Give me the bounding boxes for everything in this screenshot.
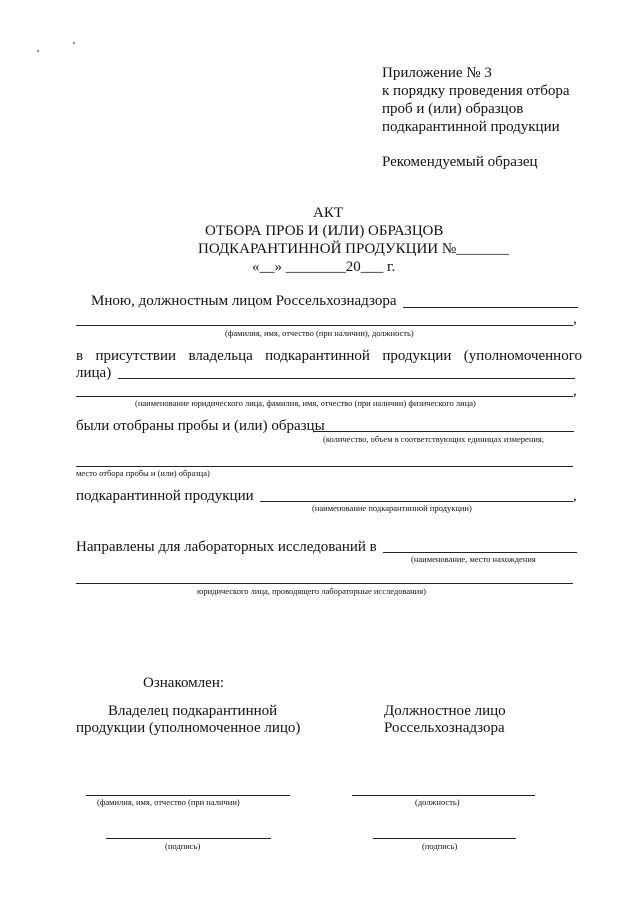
act-subtitle-number: ПОДКАРАНТИННОЙ ПРОДУКЦИИ №_______ <box>198 241 509 257</box>
act-subtitle: ОТБОРА ПРОБ И (ИЛИ) ОБРАЗЦОВ <box>205 223 444 239</box>
presence-text: в присутствии владельца подкарантинной продукции (уполномоченного <box>76 348 582 364</box>
signature-caption: (подпись) <box>422 841 458 851</box>
owner-label-2: продукции (уполномоченное лицо) <box>76 720 301 736</box>
lab-caption-2: юридического лица, проводящего лабораторные исследования) <box>197 586 426 596</box>
product-label: подкарантинной продукции <box>76 488 254 504</box>
appendix-line-3: проб и (или) образцов <box>382 101 524 117</box>
samples-label: были отобраны пробы и (или) образцы <box>76 418 325 434</box>
samples-field-line <box>313 431 574 432</box>
owner-label: Владелец подкарантинной <box>108 703 278 719</box>
scan-speck <box>73 42 75 44</box>
acquainted-label: Ознакомлен: <box>143 675 225 691</box>
official-field-line <box>403 307 578 308</box>
product-caption: (наименование подкарантинной продукции) <box>312 503 472 513</box>
owner-field-line <box>118 378 575 379</box>
comma: , <box>573 311 577 327</box>
official-label: Мною, должностным лицом Россельхознадзора <box>91 293 397 309</box>
position-caption: (должность) <box>415 797 460 807</box>
place-field-line <box>76 466 573 467</box>
appendix-line-4: подкарантинной продукции <box>382 119 560 135</box>
appendix-number: Приложение № 3 <box>382 65 492 81</box>
official-position-line <box>352 795 535 796</box>
product-field-line <box>260 501 573 502</box>
comma: , <box>573 383 577 399</box>
official-sign-label: Должностное лицо <box>384 703 506 719</box>
official-caption: (фамилия, имя, отчество (при наличии), должность) <box>225 328 414 338</box>
lab-label: Направлены для лабораторных исследований в <box>76 539 377 555</box>
owner-signature-line <box>106 838 271 839</box>
official-name-line <box>76 325 573 326</box>
signature-caption: (подпись) <box>165 841 201 851</box>
owner-caption: (наименование юридического лица, фамилия, имя, отчество (при наличии) физического лица) <box>135 398 476 408</box>
quantity-caption: (количество, объем в соответствующих единицах измерения, <box>323 434 544 444</box>
lab-caption: (наименование, место нахождения <box>411 554 536 564</box>
scan-speck <box>37 50 39 52</box>
recommended-sample: Рекомендуемый образец <box>382 154 538 170</box>
place-caption: место отбора пробы и (или) образца) <box>76 468 210 478</box>
act-date: «__» ________20___ г. <box>252 259 396 275</box>
act-title: АКТ <box>313 205 343 221</box>
lab-field-line-2 <box>76 583 573 584</box>
lab-field-line <box>383 552 577 553</box>
appendix-line-2: к порядку проведения отбора <box>382 83 570 99</box>
name-caption: (фамилия, имя, отчество (при наличии) <box>97 797 240 807</box>
owner-name-line <box>86 795 290 796</box>
official-signature-line <box>373 838 516 839</box>
official-sign-label-2: Россельхознадзора <box>384 720 505 736</box>
presence-text-2: лица) <box>76 365 112 381</box>
comma: , <box>573 488 577 504</box>
owner-field-line-2 <box>76 396 573 397</box>
